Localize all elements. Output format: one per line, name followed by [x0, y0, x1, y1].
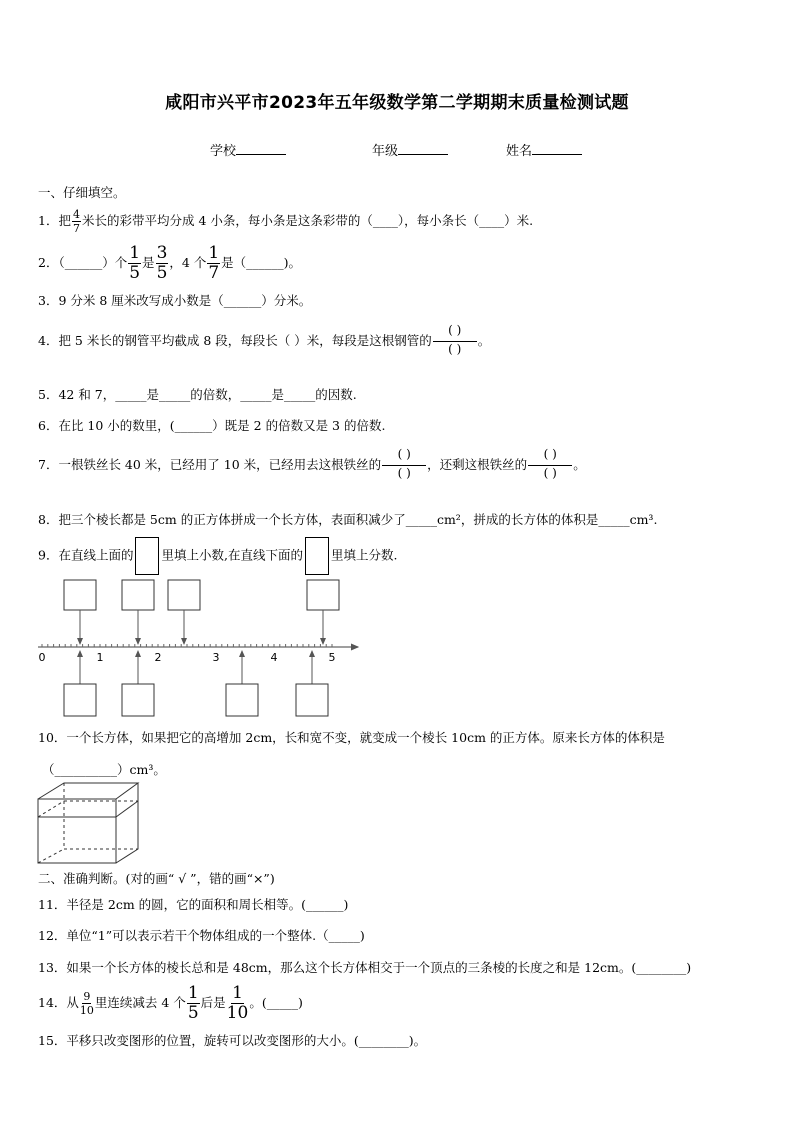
question-3: 3．9 分米 8 厘米改写成小数是（______）分米。 — [38, 293, 312, 308]
top-answer-box — [122, 580, 154, 610]
top-answer-box — [307, 580, 339, 610]
question-2: 2．（______）个 $\frac{1}{5}$ 是 $\frac{3}{5}$ ，4 个 $\frac{1}{7}$ 是（______)。 — [38, 243, 302, 283]
question-13: 13．如果一个长方体的棱长总和是 48cm，那么这个长方体相交于一个顶点的三条棱的长度之和是 12cm。(________) — [38, 960, 692, 975]
question-15: 15．平移只改变图形的位置，旋转可以改变图形的大小。(________)。 — [38, 1033, 427, 1048]
number-line-label: 4 — [270, 651, 278, 664]
question-7: 7．一根铁丝长 40 米，已经用了 10 米，已经用去这根铁丝的 $\frac{( )}{( )}$ ，还剩这根铁丝的 $\frac{( )}{( )}$ 。 — [38, 447, 586, 480]
question-5: 5．42 和 7，_____是_____的倍数，_____是_____的因数. — [38, 387, 357, 402]
question-9: 9．在直线上面的 里填上小数,在直线下面的 里填上分数. — [38, 537, 397, 575]
question-12: 12．单位“1”可以表示若干个物体组成的一个整体.（_____) — [38, 928, 365, 943]
bottom-answer-box — [226, 684, 258, 716]
number-line-label: 0 — [38, 651, 46, 664]
number-line-label: 3 — [212, 651, 220, 664]
grade-field: 年级 — [372, 140, 448, 159]
page-title: 咸阳市兴平市2023年五年级数学第二学期期末质量检测试题 — [165, 93, 629, 113]
bottom-answer-box — [64, 684, 96, 716]
section-heading-2: 二、准确判断。(对的画“ √ ”，错的画“×”) — [38, 871, 275, 886]
number-line-label: 2 — [154, 651, 162, 664]
question-11: 11．半径是 2cm 的圆，它的面积和周长相等。(______) — [38, 897, 349, 912]
number-line-label: 1 — [96, 651, 104, 664]
question-4: 4．把 5 米长的钢管平均截成 8 段，每段长（ ）米，每段是这根钢管的 $\frac{( )}{( )}$ 。 — [38, 323, 491, 356]
top-answer-box — [168, 580, 200, 610]
school-field: 学校 — [210, 140, 286, 159]
question-6: 6．在比 10 小的数里，(______）既是 2 的倍数又是 3 的倍数. — [38, 418, 386, 433]
bottom-answer-box — [122, 684, 154, 716]
question-8: 8．把三个棱长都是 5cm 的正方体拼成一个长方体，表面积减少了_____cm²，拼成的长方体的体积是_____cm³. — [38, 512, 658, 527]
number-line-label: 5 — [328, 651, 336, 664]
question-14: 14．从 $\frac{9}{10}$ 里连续减去 4 个 $\frac{1}{5}$ 后是 $\frac{1}{10}$ 。(_____) — [38, 983, 303, 1023]
cuboid-figure — [36, 781, 140, 867]
question-1: 1．把 $\frac{4}{7}$ 米长的彩带平均分成 4 小条，每小条是这条彩带的（____），每小条长（____）米. — [38, 208, 534, 235]
number-line-figure — [30, 570, 370, 726]
section-heading-1: 一、仔细填空。 — [38, 185, 126, 200]
bottom-answer-box — [296, 684, 328, 716]
name-field: 姓名 — [506, 140, 582, 159]
question-10-answer: （__________）cm³。 — [42, 762, 166, 777]
question-10: 10．一个长方体，如果把它的高增加 2cm，长和宽不变，就变成一个棱长 10cm 的正方体。原来长方体的体积是 — [38, 730, 665, 745]
top-answer-box — [64, 580, 96, 610]
